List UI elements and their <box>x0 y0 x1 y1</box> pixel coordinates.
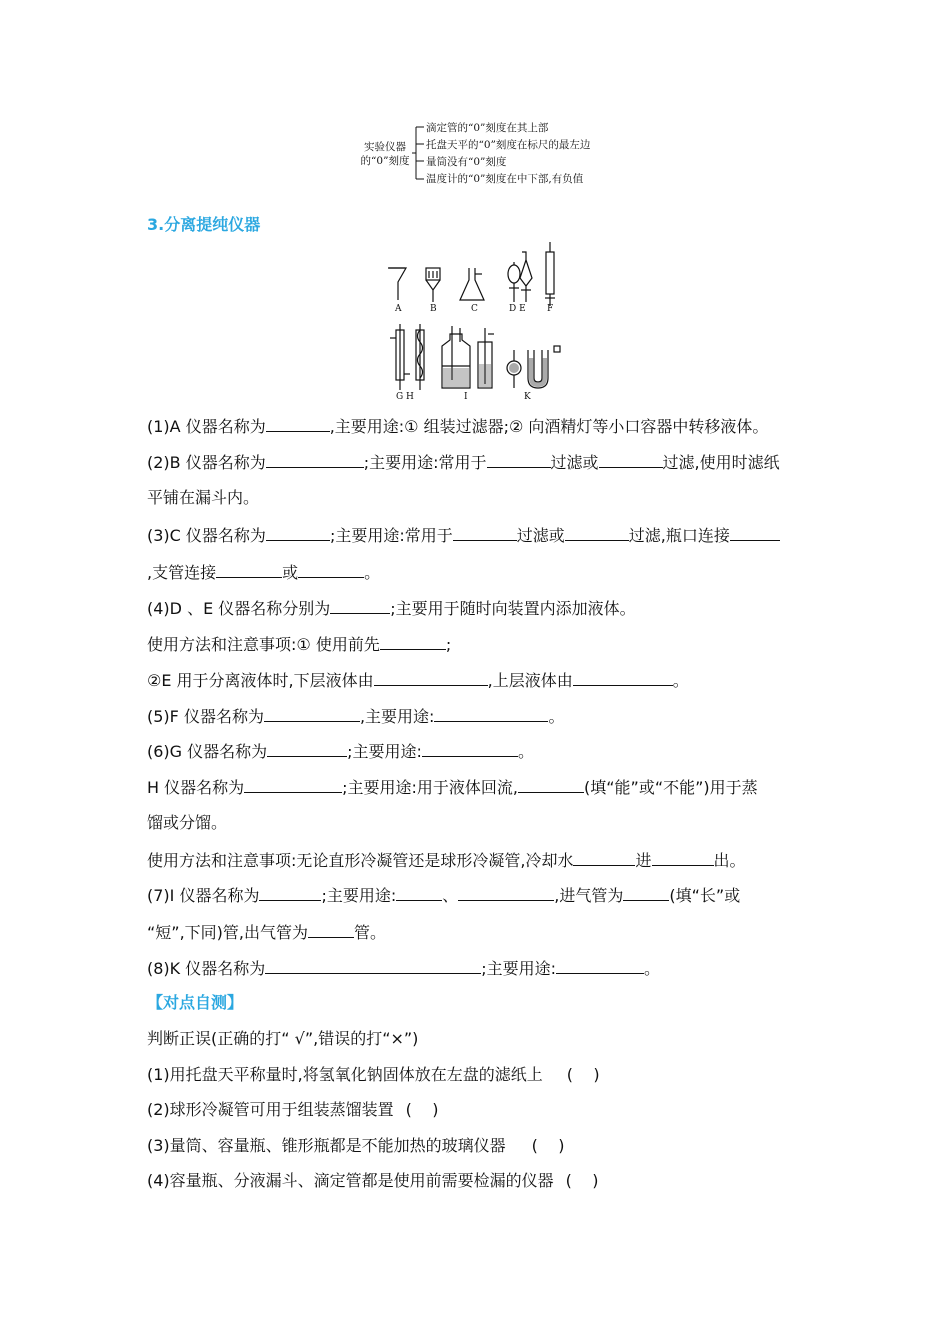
answer-blank[interactable] <box>422 740 518 757</box>
question-2-cont <box>147 487 259 509</box>
answer-blank[interactable] <box>259 884 321 901</box>
q2-text: 平铺在漏斗内。 <box>147 488 260 507</box>
answer-blank[interactable] <box>573 849 635 866</box>
self-test-item <box>147 1064 600 1086</box>
answer-blank[interactable] <box>266 451 364 468</box>
root-line-2: 的“0”刻度 <box>360 155 410 167</box>
answer-blank[interactable] <box>216 561 282 578</box>
diagram-item: 量筒没有“0”刻度 <box>426 156 507 168</box>
q3-text: ,支管连接 <box>147 563 217 582</box>
answer-blank[interactable] <box>599 451 663 468</box>
q2-text: 过滤,使用时滤纸 <box>662 453 780 472</box>
q6-text: 出。 <box>713 851 746 870</box>
answer-blank[interactable] <box>267 740 347 757</box>
diagram-item: 托盘天平的“0”刻度在标尺的最左边 <box>426 139 591 151</box>
apparatus-label-de: D E <box>509 304 526 314</box>
q4-text: 。 <box>672 671 689 690</box>
question-2 <box>147 451 780 474</box>
self-test-instruction: 判断正误(正确的打“ √”,错误的打“×”) <box>147 1029 419 1048</box>
answer-blank[interactable] <box>434 705 548 722</box>
q3-text: 过滤,瓶口连接 <box>628 526 730 545</box>
question-4-e <box>147 669 689 692</box>
q3-text: (3)C 仪器名称为 <box>147 526 266 545</box>
q1-text: (1)A 仪器名称为 <box>147 417 266 436</box>
q6-text: ;主要用途:用于液体回流, <box>342 778 518 797</box>
q7-text: 管。 <box>354 923 387 942</box>
answer-blank[interactable] <box>652 849 714 866</box>
q3-text: 或 <box>282 563 299 582</box>
answer-bracket[interactable]: ( ) <box>566 1065 600 1084</box>
q7-text: ;主要用途: <box>321 886 397 905</box>
q4-text: 使用方法和注意事项:① 使用前先 <box>147 635 380 654</box>
answer-blank[interactable] <box>518 776 584 793</box>
apparatus-label-b: B <box>430 304 437 314</box>
q6-text: (6)G 仪器名称为 <box>147 742 268 761</box>
question-3 <box>147 524 780 547</box>
question-6-usage <box>147 849 746 872</box>
q2-text: 过滤或 <box>550 453 599 472</box>
apparatus-figure <box>380 238 580 408</box>
question-5 <box>147 705 564 728</box>
q5-text: (5)F 仪器名称为 <box>147 707 264 726</box>
q4-text: ; <box>445 635 452 654</box>
q7-text: (填“长”或 <box>669 886 741 905</box>
answer-blank[interactable] <box>458 884 554 901</box>
answer-blank[interactable] <box>730 524 780 541</box>
q5-text: ,主要用途: <box>359 707 435 726</box>
q7-text: (7)I 仪器名称为 <box>147 886 260 905</box>
brace-lines <box>410 121 426 185</box>
apparatus-label-k: K <box>524 392 531 402</box>
q6-text: H 仪器名称为 <box>147 778 245 797</box>
q4-text: (4)D 、E 仪器名称分别为 <box>147 599 331 618</box>
zero-scale-diagram <box>358 121 598 185</box>
question-7-cont <box>147 921 386 944</box>
q6-text: 进 <box>635 851 652 870</box>
q5-text: 。 <box>548 707 565 726</box>
self-test-title: 【对点自测】 <box>147 993 244 1012</box>
q4-text: ;主要用于随时向装置内添加液体。 <box>390 599 636 618</box>
q6-text: ;主要用途: <box>347 742 422 761</box>
q2-text: ;主要用途:常用于 <box>363 453 487 472</box>
question-1 <box>147 415 768 438</box>
diagram-item: 滴定管的“0”刻度在其上部 <box>426 122 549 134</box>
question-3-cont <box>147 561 380 584</box>
root-line-1: 实验仪器 <box>364 141 406 153</box>
self-test-item-text: (3)量筒、容量瓶、锥形瓶都是不能加热的玻璃仪器 <box>147 1136 506 1155</box>
answer-blank[interactable] <box>374 669 488 686</box>
answer-blank[interactable] <box>330 597 390 614</box>
q4-text: ②E 用于分离液体时,下层液体由 <box>147 671 374 690</box>
question-6-h <box>147 776 758 799</box>
answer-blank[interactable] <box>565 524 629 541</box>
answer-bracket[interactable]: ( ) <box>405 1100 439 1119</box>
q7-text: 、 <box>442 886 459 905</box>
question-8 <box>147 957 660 980</box>
q6-text: (填“能”或“不能”)用于蒸 <box>584 778 758 797</box>
self-test-item <box>147 1099 439 1121</box>
self-test-item <box>147 1170 599 1192</box>
self-test-item-text: (4)容量瓶、分液漏斗、滴定管都是使用前需要检漏的仪器 <box>147 1171 554 1190</box>
answer-blank[interactable] <box>265 957 481 974</box>
answer-blank[interactable] <box>487 451 551 468</box>
q1-text: ,主要用途:① 组装过滤器;② 向酒精灯等小口容器中转移液体。 <box>329 417 769 436</box>
answer-blank[interactable] <box>556 957 644 974</box>
apparatus-label-c: C <box>471 304 478 314</box>
answer-blank[interactable] <box>244 776 342 793</box>
q3-text: 。 <box>364 563 381 582</box>
q8-text: ;主要用途: <box>481 959 557 978</box>
diagram-item: 温度计的“0”刻度在中下部,有负值 <box>426 173 584 185</box>
self-test-item-text: (1)用托盘天平称量时,将氢氧化钠固体放在左盘的滤纸上 <box>147 1065 543 1084</box>
apparatus-label-f: F <box>547 304 554 314</box>
q2-text: (2)B 仪器名称为 <box>147 453 266 472</box>
answer-blank[interactable] <box>573 669 673 686</box>
answer-blank[interactable] <box>396 884 442 901</box>
q3-text: ;主要用途:常用于 <box>329 526 453 545</box>
answer-bracket[interactable]: ( ) <box>565 1171 599 1190</box>
q6-text: 使用方法和注意事项:无论直形冷凝管还是球形冷凝管,冷却水 <box>147 851 574 870</box>
q7-text: ,进气管为 <box>554 886 624 905</box>
apparatus-label-i: I <box>464 392 468 402</box>
diagram-root-label <box>360 140 410 168</box>
answer-blank[interactable] <box>266 524 330 541</box>
answer-blank[interactable] <box>453 524 517 541</box>
q3-text: 过滤或 <box>516 526 565 545</box>
self-test-item-text: (2)球形冷凝管可用于组装蒸馏装置 <box>147 1100 394 1119</box>
answer-blank[interactable] <box>308 921 354 938</box>
q8-text: (8)K 仪器名称为 <box>147 959 266 978</box>
question-7 <box>147 884 740 907</box>
apparatus-label-a: A <box>395 304 402 314</box>
question-6-h-cont <box>147 812 227 834</box>
q8-text: 。 <box>644 959 661 978</box>
q7-text: “短”,下同)管,出气管为 <box>147 923 308 942</box>
q6-text: 馏或分馏。 <box>147 813 228 832</box>
answer-blank[interactable] <box>266 415 330 432</box>
apparatus-label-gh: G H <box>396 392 414 402</box>
answer-bracket[interactable]: ( ) <box>531 1136 565 1155</box>
question-6 <box>147 740 534 763</box>
question-4-usage <box>147 633 451 656</box>
answer-blank[interactable] <box>623 884 669 901</box>
answer-blank[interactable] <box>264 705 360 722</box>
q4-text: ,上层液体由 <box>487 671 573 690</box>
answer-blank[interactable] <box>380 633 446 650</box>
self-test-item <box>147 1135 565 1157</box>
q6-text: 。 <box>517 742 534 761</box>
question-4 <box>147 597 636 620</box>
section-title: 3.分离提纯仪器 <box>147 215 261 234</box>
answer-blank[interactable] <box>298 561 364 578</box>
